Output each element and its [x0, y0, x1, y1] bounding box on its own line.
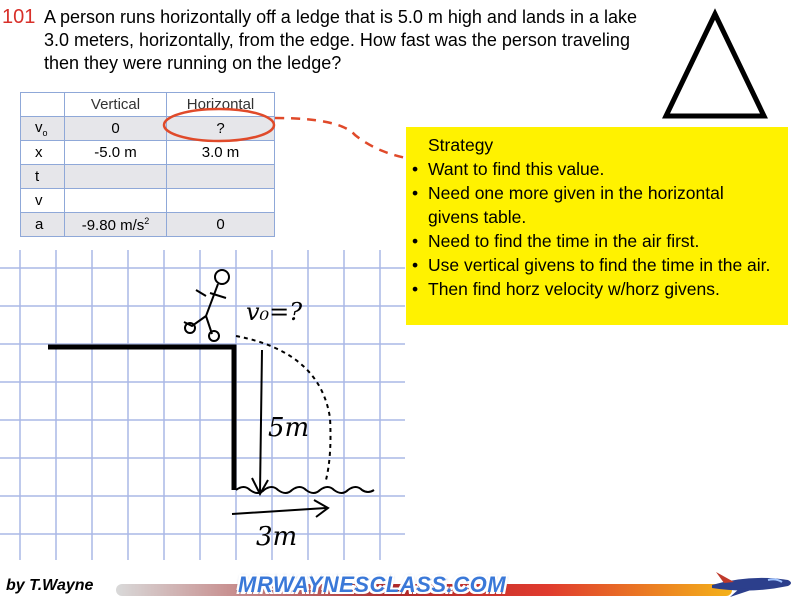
table-row [21, 165, 275, 189]
bullet: • [412, 183, 419, 203]
cell-horizontal: 3.0 m [167, 141, 275, 165]
author-credit: by T.Wayne [6, 577, 94, 594]
table-corner [21, 93, 65, 117]
cell-vertical [65, 189, 167, 213]
triangle-icon [660, 8, 770, 120]
callout-dashed-line [275, 118, 418, 160]
header-vertical: Vertical [65, 93, 167, 117]
row-label: t [21, 165, 65, 189]
row-label: a [21, 213, 65, 237]
cell-vertical: -5.0 m [65, 141, 167, 165]
table-row [21, 141, 275, 165]
table-row [21, 213, 275, 237]
bullet: • [412, 279, 419, 299]
strategy-list [412, 157, 778, 301]
row-label: x [21, 141, 65, 165]
cell-horizontal: ? [167, 117, 275, 141]
list-item: • Want to find this value. [412, 159, 605, 179]
strategy-box [406, 127, 788, 325]
grid-paper [0, 250, 405, 560]
list-item: • Need to find the time in the air first. [412, 231, 700, 251]
rocket-icon [710, 568, 794, 598]
table-row [21, 117, 275, 141]
cell-horizontal [167, 165, 275, 189]
cell-vertical [65, 165, 167, 189]
height-arrow [252, 350, 268, 494]
distance-label: 3m [256, 522, 298, 552]
ledge [48, 347, 234, 490]
height-label: 5m [268, 413, 310, 443]
projectile-sketch [0, 240, 420, 570]
bullet: • [412, 231, 419, 251]
givens-table [20, 92, 275, 237]
list-item: • Then find horz velocity w/horz givens. [412, 279, 720, 299]
distance-arrow [232, 500, 328, 517]
list-item: • Need one more given in the horizontal givens table. [412, 183, 724, 227]
strategy-title: Strategy [428, 135, 494, 155]
cell-horizontal [167, 189, 275, 213]
row-label: $v_o$ [21, 117, 65, 141]
list-item: • Use vertical givens to find the time in the air. [412, 255, 771, 275]
bullet: • [412, 159, 419, 179]
velocity-label: v₀=? [246, 298, 303, 326]
cell-vertical: 0 [65, 117, 167, 141]
problem-text: A person runs horizontally off a ledge that is 5.0 m high and lands in a lake 3.0 meters, horizontally, from the edge. How fast was the person traveling then they were running on the ledge? [44, 7, 638, 73]
brand-logo: MRWAYNESCLASS.COM [238, 572, 507, 597]
row-label: v [21, 189, 65, 213]
bullet: • [412, 255, 419, 275]
problem-number: 101 [2, 6, 36, 28]
cell-vertical: -9.80 $m/s^2$ [65, 213, 167, 237]
table-header-row [21, 93, 275, 117]
table-row [21, 189, 275, 213]
header-horizontal: Horizontal [167, 93, 275, 117]
cell-horizontal: 0 [167, 213, 275, 237]
